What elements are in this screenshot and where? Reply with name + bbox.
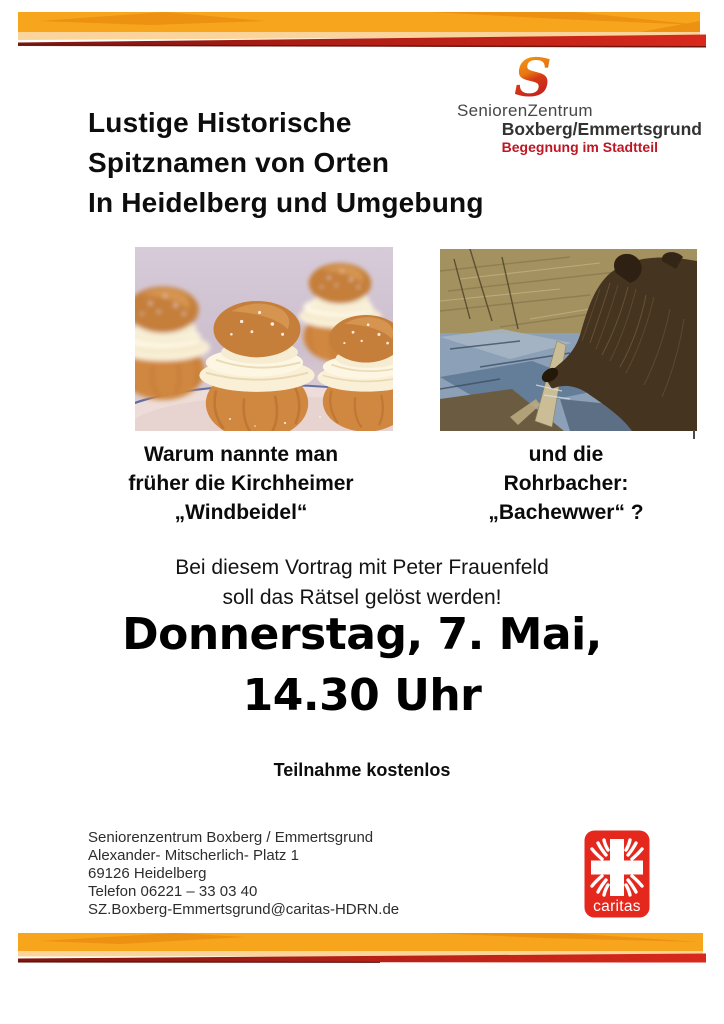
logo-monogram: S: [514, 52, 552, 104]
left-photo-caption: [100, 440, 382, 527]
address-line: SZ.Boxberg-Emmertsgrund@caritas-HDRN.de: [88, 901, 400, 918]
s-swirl-icon: [512, 52, 552, 104]
caption-line: Rohrbacher:: [503, 472, 629, 495]
bottom-decorative-band: [0, 930, 724, 966]
address-line: Telefon 06221 – 33 03 40: [88, 883, 258, 900]
event-date: [0, 604, 724, 726]
address-line: Seniorenzentrum Boxberg / Emmertsgrund: [88, 829, 374, 846]
free-admission-note: Teilnahme kostenlos: [273, 760, 451, 780]
address-line: Alexander- Mitscherlich- Platz 1: [88, 847, 299, 864]
description-line: Bei diesem Vortrag mit Peter Frauenfeld: [175, 556, 549, 579]
wild-boar-photo: [440, 249, 697, 431]
seniorenzentrum-logo: [440, 52, 710, 160]
logo-name-top: SeniorenZentrum: [457, 101, 593, 120]
caption-line: „Windbeidel“: [174, 501, 308, 524]
title-line: Spitznamen von Orten: [88, 146, 390, 178]
logo-tagline: Begegnung im Stadtteil: [501, 139, 658, 155]
title-line: Lustige Historische: [88, 106, 352, 138]
top-decorative-band: [0, 8, 724, 50]
logo-name-bottom: Boxberg/Emmertsgrund: [501, 119, 702, 139]
date-line: 14.30 Uhr: [242, 670, 482, 721]
title-line: In Heidelberg und Umgebung: [88, 186, 484, 218]
caritas-logo: [584, 830, 650, 918]
caption-line: früher die Kirchheimer: [128, 472, 354, 495]
contact-address: [88, 829, 399, 919]
cream-puffs-photo: [135, 247, 393, 431]
cream-puffs-illustration: [135, 247, 393, 431]
caption-line: und die: [528, 443, 604, 466]
photo-edge-mark: [693, 430, 695, 439]
caritas-wordmark: caritas: [593, 898, 641, 915]
caption-line: Warum nannte man: [143, 443, 339, 466]
right-photo-caption: [446, 440, 686, 527]
wild-boar-illustration: [440, 249, 697, 431]
date-line: Donnerstag, 7. Mai,: [122, 609, 602, 660]
caption-line: „Bachewwer“ ?: [488, 501, 644, 524]
description-line: soll das Rätsel gelöst werden!: [222, 586, 502, 609]
address-line: 69126 Heidelberg: [88, 865, 207, 882]
